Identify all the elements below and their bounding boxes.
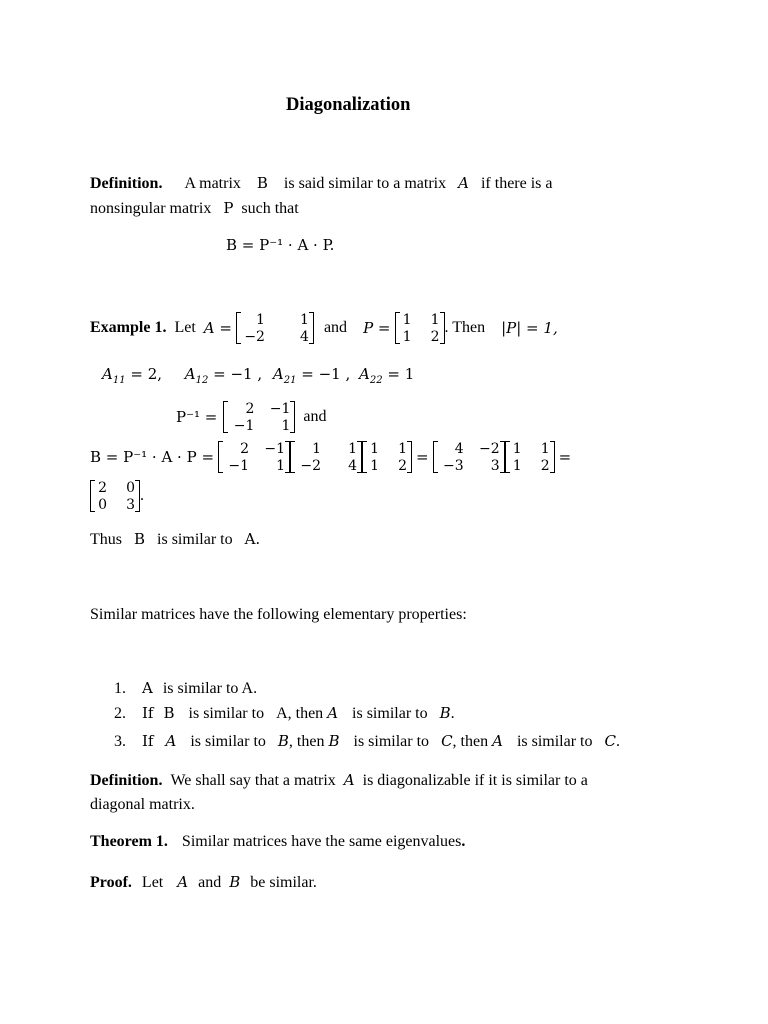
math-symbol: B = P⁻¹ · A · P = — [90, 447, 215, 466]
page-title: Diagonalization — [286, 95, 411, 115]
definition-label: Definition. — [90, 175, 163, 192]
definition-1-line2 — [90, 201, 299, 217]
p-inverse-line — [176, 400, 326, 434]
matrix-p: 1 1 1 2 — [505, 440, 555, 474]
math-symbol: = — [416, 447, 429, 466]
definition-text: is said similar to a matrix — [283, 175, 447, 192]
matrix-product: 4 −2 −3 3 — [433, 440, 505, 474]
math-symbol: A = — [203, 318, 232, 337]
theorem-label: Theorem 1. — [90, 833, 168, 850]
matrix-p-inverse: 2 −1 −1 1 — [223, 400, 295, 434]
math-symbol: B — [256, 174, 268, 192]
matrix-p: 1 1 1 2 — [362, 440, 412, 474]
example-text: Let — [174, 319, 196, 336]
definition-2-line2: diagonal matrix. — [90, 796, 195, 813]
definition-2-line1: Definition. We shall say that a matrix A is diagonalizable if it is similar to a — [90, 771, 588, 789]
example-text: . Then — [444, 319, 486, 336]
list-item: 1. A is similar to A. — [114, 679, 258, 697]
math-symbol: P = — [363, 318, 391, 337]
definition-1-line1 — [90, 176, 553, 192]
matrix-p: 1 1 1 2 — [395, 311, 445, 345]
example-1-line1 — [90, 311, 558, 345]
proof-line: Proof. Let A and B be similar. — [90, 873, 317, 891]
definition-text: if there is a — [480, 175, 553, 192]
matrix-p-inverse: 2 −1 −1 1 — [218, 440, 290, 474]
list-item: 3. If A is similar to B, then B is similar to C, then A is similar to C. — [114, 732, 620, 750]
math-symbol: A — [458, 174, 469, 192]
matrix-diagonal: 2 0 0 3 — [90, 479, 140, 513]
math-symbol: P⁻¹ = — [176, 407, 218, 426]
theorem-1: Theorem 1. Similar matrices have the same eigenvalues. — [90, 833, 466, 850]
math-symbol: = — [558, 447, 572, 466]
definition-text: such that — [241, 200, 299, 217]
example-text: and — [323, 319, 348, 336]
determinant: |P| = 1, — [501, 318, 558, 337]
example-text: and — [303, 408, 327, 425]
example-label: Example 1. — [90, 319, 167, 336]
conclusion-line: Thus B is similar to A. — [90, 530, 261, 548]
cofactor-line: $A_{11} = 2$, $A_{12} = -1$ , $A_{21} = -1$ , $A_{22} = 1$ — [102, 365, 415, 386]
diagonal-result-line: 2 0 0 3 . — [90, 479, 144, 513]
definition-text: nonsingular matrix — [90, 200, 212, 217]
proof-label: Proof. — [90, 874, 132, 891]
list-item: 2. If B is similar to A, then A is similar to B. — [114, 704, 455, 722]
b-computation-line — [90, 440, 571, 474]
properties-intro: Similar matrices have the following elementary properties: — [90, 606, 467, 623]
math-symbol: P — [223, 199, 234, 217]
matrix-a: 1 1 −2 4 — [236, 311, 314, 345]
definition-label: Definition. — [90, 772, 163, 789]
matrix-a: 1 1 −2 4 — [290, 440, 362, 474]
similarity-formula: B = P⁻¹ · A · P. — [226, 236, 335, 254]
definition-text: A matrix — [184, 175, 241, 192]
